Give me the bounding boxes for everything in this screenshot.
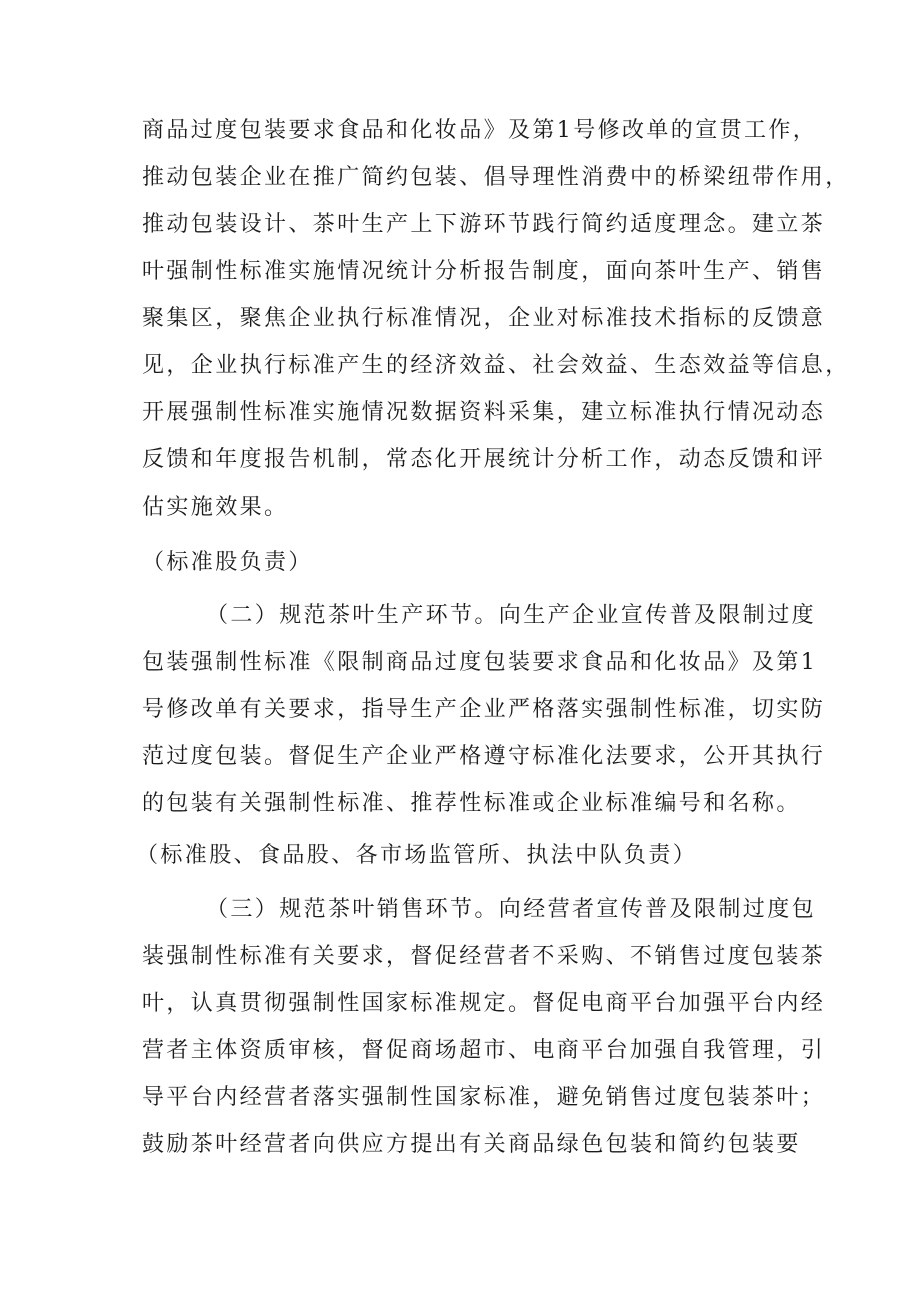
text-line: 开展强制性标准实施情况数据资料采集，建立标准执行情况动态 (142, 400, 826, 425)
responsibility-note: （标准股负责） (142, 550, 313, 575)
text-line: 装强制性标准有关要求，督促经营者不采购、不销售过度包装茶 (142, 944, 826, 969)
responsibility-note: （标准股、食品股、各市场监管所、执法中队负责） (136, 843, 698, 868)
text-line: 估实施效果。 (142, 495, 289, 520)
section-heading-three: （三）规范茶叶销售环节。向经营者宣传普及限制过度包 (206, 897, 817, 922)
text-line: 范过度包装。督促生产企业严格遵守标准化法要求，公开其执行 (142, 744, 826, 769)
text-line: 聚集区，聚焦企业执行标准情况，企业对标准技术指标的反馈意 (142, 306, 826, 331)
text-line: 的包装有关强制性标准、推荐性标准或企业标准编号和名称。 (142, 791, 801, 816)
text-line: 营者主体资质审核，督促商场超市、电商平台加强自我管理，引 (142, 1038, 826, 1063)
text-line: 推动包装设计、茶叶生产上下游环节践行简约适度理念。建立茶 (142, 212, 826, 237)
text-line: 鼓励茶叶经营者向供应方提出有关商品绿色包装和简约包装要 (142, 1132, 801, 1157)
text-line: 见，企业执行标准产生的经济效益、社会效益、生态效益等信息， (142, 353, 850, 378)
text-line: 叶，认真贯彻强制性国家标准规定。督促电商平台加强平台内经 (142, 991, 826, 1016)
section-heading-two: （二）规范茶叶生产环节。向生产企业宣传普及限制过度 (206, 603, 817, 628)
text-line: 叶强制性标准实施情况统计分析报告制度，面向茶叶生产、销售 (142, 259, 826, 284)
text-line: 推动包装企业在推广简约包装、倡导理性消费中的桥梁纽带作用， (142, 165, 850, 190)
text-line: 反馈和年度报告机制，常态化开展统计分析工作，动态反馈和评 (142, 447, 826, 472)
text-line: 导平台内经营者落实强制性国家标准，避免销售过度包装茶叶； (142, 1085, 826, 1110)
text-line: 号修改单有关要求，指导生产企业严格落实强制性标准，切实防 (142, 697, 826, 722)
text-line: 包装强制性标准《限制商品过度包装要求食品和化妆品》及第1 (142, 650, 818, 675)
text-line: 商品过度包装要求食品和化妆品》及第1号修改单的宣贯工作， (142, 118, 818, 143)
